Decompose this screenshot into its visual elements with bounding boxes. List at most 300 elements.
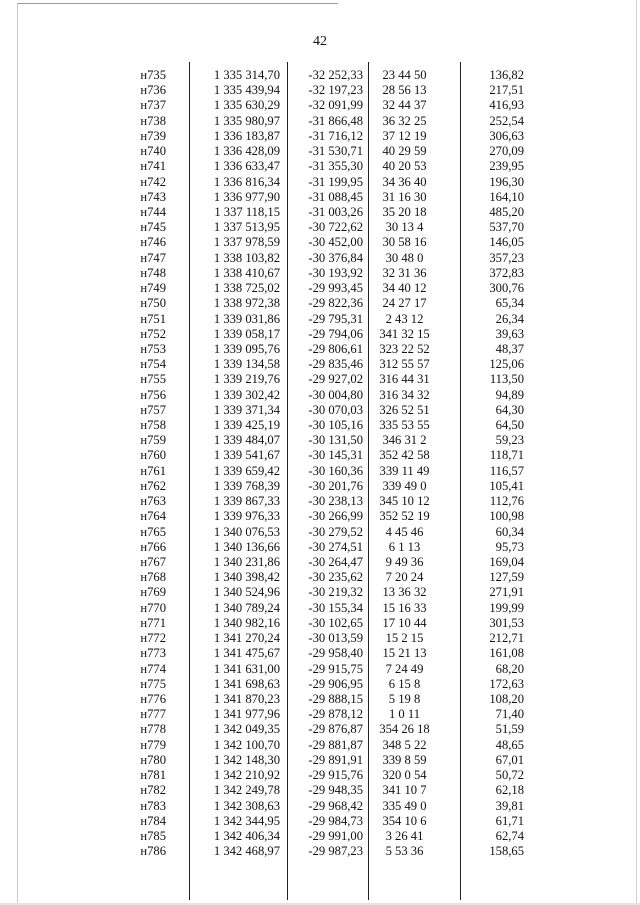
- distance-cell: 94,89: [495, 387, 524, 402]
- x-coordinate-cell: 1 342 100,70: [213, 737, 280, 752]
- page-number: 42: [313, 34, 327, 49]
- table-row: [0, 251, 640, 266]
- distance-cell: 357,23: [489, 250, 524, 265]
- distance-cell: 252,54: [489, 113, 524, 128]
- y-coordinate-cell: -29 987,23: [308, 844, 363, 859]
- y-coordinate-cell: -30 070,03: [308, 402, 363, 417]
- table-row: [0, 844, 640, 859]
- y-coordinate-cell: -30 102,65: [308, 615, 363, 630]
- y-coordinate-cell: -29 891,91: [308, 752, 363, 767]
- table-row: [0, 677, 640, 692]
- y-coordinate-cell: -30 452,00: [308, 235, 363, 250]
- point-id-cell: н754: [140, 357, 166, 372]
- table-row: [0, 799, 640, 814]
- x-coordinate-cell: 1 338 410,67: [213, 265, 280, 280]
- x-coordinate-cell: 1 338 972,38: [213, 296, 280, 311]
- direction-angle-cell: 34 36 40: [382, 174, 427, 189]
- x-coordinate-cell: 1 342 210,92: [213, 768, 280, 783]
- point-id-cell: н756: [140, 387, 166, 402]
- direction-angle-cell: 323 22 52: [379, 341, 430, 356]
- x-coordinate-cell: 1 340 789,24: [213, 600, 280, 615]
- direction-angle-cell: 339 49 0: [382, 478, 427, 493]
- distance-cell: 158,65: [489, 844, 524, 859]
- point-id-cell: н760: [140, 448, 166, 463]
- point-id-cell: н776: [140, 691, 166, 706]
- y-coordinate-cell: -32 197,23: [308, 83, 363, 98]
- x-coordinate-cell: 1 338 725,02: [213, 281, 280, 296]
- distance-cell: 64,50: [495, 418, 524, 433]
- y-coordinate-cell: -30 722,62: [308, 220, 363, 235]
- direction-angle-cell: 32 31 36: [382, 265, 427, 280]
- point-id-cell: н774: [140, 661, 166, 676]
- distance-cell: 270,09: [489, 144, 524, 159]
- direction-angle-cell: 346 31 2: [382, 433, 427, 448]
- direction-angle-cell: 348 5 22: [382, 737, 427, 752]
- point-id-cell: н777: [140, 707, 166, 722]
- x-coordinate-cell: 1 340 524,96: [213, 585, 280, 600]
- x-coordinate-cell: 1 339 541,67: [213, 448, 280, 463]
- x-coordinate-cell: 1 339 425,19: [213, 418, 280, 433]
- table-row: [0, 738, 640, 753]
- distance-cell: 300,76: [489, 281, 524, 296]
- point-id-cell: н783: [140, 798, 166, 813]
- direction-angle-cell: 345 10 12: [379, 494, 430, 509]
- distance-cell: 301,53: [489, 615, 524, 630]
- y-coordinate-cell: -30 376,84: [308, 250, 363, 265]
- table-row: [0, 494, 640, 509]
- point-id-cell: н748: [140, 265, 166, 280]
- table-row: [0, 601, 640, 616]
- distance-cell: 64,30: [495, 402, 524, 417]
- table-row: [0, 159, 640, 174]
- direction-angle-cell: 5 19 8: [388, 691, 421, 706]
- point-id-cell: н740: [140, 144, 166, 159]
- x-coordinate-cell: 1 339 134,58: [213, 357, 280, 372]
- y-coordinate-cell: -29 888,15: [308, 691, 363, 706]
- y-coordinate-cell: -30 279,52: [308, 524, 363, 539]
- point-id-cell: н759: [140, 433, 166, 448]
- direction-angle-cell: 326 52 51: [379, 402, 430, 417]
- direction-angle-cell: 15 16 33: [382, 600, 427, 615]
- point-id-cell: н780: [140, 752, 166, 767]
- distance-cell: 537,70: [489, 220, 524, 235]
- x-coordinate-cell: 1 339 302,42: [213, 387, 280, 402]
- direction-angle-cell: 31 16 30: [382, 189, 427, 204]
- distance-cell: 68,20: [495, 661, 524, 676]
- direction-angle-cell: 28 56 13: [382, 83, 427, 98]
- x-coordinate-cell: 1 339 867,33: [213, 494, 280, 509]
- y-coordinate-cell: -31 088,45: [308, 189, 363, 204]
- direction-angle-cell: 34 40 12: [382, 281, 427, 296]
- table-row: [0, 98, 640, 113]
- table-row: [0, 464, 640, 479]
- table-row: [0, 220, 640, 235]
- y-coordinate-cell: -30 013,59: [308, 631, 363, 646]
- table-row: [0, 479, 640, 494]
- point-id-cell: н765: [140, 524, 166, 539]
- direction-angle-cell: 7 24 49: [385, 661, 424, 676]
- table-row: [0, 616, 640, 631]
- distance-cell: 217,51: [489, 83, 524, 98]
- distance-cell: 212,71: [489, 631, 524, 646]
- y-coordinate-cell: -31 866,48: [308, 113, 363, 128]
- y-coordinate-cell: -30 264,47: [308, 555, 363, 569]
- x-coordinate-cell: 1 341 631,00: [213, 661, 280, 676]
- table-row: [0, 768, 640, 783]
- distance-cell: 485,20: [489, 204, 524, 219]
- point-id-cell: н738: [140, 113, 166, 128]
- point-id-cell: н747: [140, 250, 166, 265]
- x-coordinate-cell: 1 340 076,53: [213, 524, 280, 539]
- y-coordinate-cell: -30 004,80: [308, 387, 363, 402]
- y-coordinate-cell: -29 948,35: [308, 783, 363, 798]
- point-id-cell: н758: [140, 418, 166, 433]
- y-coordinate-cell: -30 274,51: [308, 539, 363, 554]
- table-row: [0, 509, 640, 524]
- distance-cell: 61,71: [495, 813, 524, 828]
- table-row: [0, 205, 640, 220]
- x-coordinate-cell: 1 342 344,95: [213, 813, 280, 828]
- direction-angle-cell: 339 8 59: [382, 752, 427, 767]
- y-coordinate-cell: -30 105,16: [308, 418, 363, 433]
- point-id-cell: н746: [140, 235, 166, 250]
- distance-cell: 169,04: [489, 555, 524, 569]
- direction-angle-cell: 352 42 58: [379, 448, 430, 463]
- x-coordinate-cell: 1 339 659,42: [213, 463, 280, 478]
- direction-angle-cell: 341 10 7: [382, 783, 427, 798]
- distance-cell: 60,34: [495, 524, 524, 539]
- direction-angle-cell: 30 48 0: [385, 250, 424, 265]
- table-row: [0, 388, 640, 403]
- x-coordinate-cell: 1 342 468,97: [213, 844, 280, 859]
- table-row: [0, 357, 640, 372]
- x-coordinate-cell: 1 341 977,96: [213, 707, 280, 722]
- distance-cell: 67,01: [495, 752, 524, 767]
- point-id-cell: н743: [140, 189, 166, 204]
- x-coordinate-cell: 1 339 484,07: [213, 433, 280, 448]
- coordinates-table: [0, 68, 640, 859]
- y-coordinate-cell: -30 193,92: [308, 265, 363, 280]
- point-id-cell: н750: [140, 296, 166, 311]
- direction-angle-cell: 6 15 8: [388, 676, 421, 691]
- x-coordinate-cell: 1 336 977,90: [213, 189, 280, 204]
- direction-angle-cell: 30 13 4: [385, 220, 424, 235]
- direction-angle-cell: 32 44 37: [382, 98, 427, 113]
- distance-cell: 105,41: [489, 478, 524, 493]
- point-id-cell: н762: [140, 478, 166, 493]
- table-row: [0, 433, 640, 448]
- direction-angle-cell: 23 44 50: [382, 68, 427, 82]
- direction-angle-cell: 3 26 41: [385, 828, 424, 843]
- scan-edge-top: [18, 3, 338, 4]
- direction-angle-cell: 316 44 31: [379, 372, 430, 387]
- table-row: [0, 585, 640, 600]
- y-coordinate-cell: -29 915,75: [308, 661, 363, 676]
- y-coordinate-cell: -29 795,31: [308, 311, 363, 326]
- table-row: [0, 662, 640, 677]
- point-id-cell: н752: [140, 326, 166, 341]
- point-id-cell: н768: [140, 570, 166, 585]
- x-coordinate-cell: 1 342 049,35: [213, 722, 280, 737]
- y-coordinate-cell: -31 199,95: [308, 174, 363, 189]
- table-row: [0, 631, 640, 646]
- direction-angle-cell: 335 49 0: [382, 798, 427, 813]
- y-coordinate-cell: -29 927,02: [308, 372, 363, 387]
- point-id-cell: н786: [140, 844, 166, 859]
- y-coordinate-cell: -31 355,30: [308, 159, 363, 174]
- direction-angle-cell: 17 10 44: [382, 615, 427, 630]
- direction-angle-cell: 40 29 59: [382, 144, 427, 159]
- distance-cell: 118,71: [489, 448, 524, 463]
- y-coordinate-cell: -29 822,36: [308, 296, 363, 311]
- point-id-cell: н767: [140, 555, 166, 569]
- y-coordinate-cell: -31 530,71: [308, 144, 363, 159]
- distance-cell: 59,23: [495, 433, 524, 448]
- direction-angle-cell: 13 36 32: [382, 585, 427, 600]
- direction-angle-cell: 320 0 54: [382, 768, 427, 783]
- y-coordinate-cell: -29 881,87: [308, 737, 363, 752]
- point-id-cell: н772: [140, 631, 166, 646]
- direction-angle-cell: 24 27 17: [382, 296, 427, 311]
- direction-angle-cell: 339 11 49: [379, 463, 430, 478]
- y-coordinate-cell: -29 984,73: [308, 813, 363, 828]
- x-coordinate-cell: 1 336 183,87: [213, 128, 280, 143]
- table-row: [0, 448, 640, 463]
- direction-angle-cell: 312 55 57: [379, 357, 430, 372]
- x-coordinate-cell: 1 337 118,15: [214, 204, 280, 219]
- table-row: [0, 296, 640, 311]
- point-id-cell: н755: [140, 372, 166, 387]
- distance-cell: 372,83: [489, 265, 524, 280]
- table-row: [0, 68, 640, 83]
- direction-angle-cell: 1 0 11: [388, 707, 421, 722]
- direction-angle-cell: 15 21 13: [382, 646, 427, 661]
- y-coordinate-cell: -29 835,46: [308, 357, 363, 372]
- x-coordinate-cell: 1 342 406,34: [213, 828, 280, 843]
- y-coordinate-cell: -32 091,99: [308, 98, 363, 113]
- distance-cell: 112,76: [489, 494, 524, 509]
- x-coordinate-cell: 1 335 630,29: [213, 98, 280, 113]
- point-id-cell: н769: [140, 585, 166, 600]
- x-coordinate-cell: 1 339 371,34: [213, 402, 280, 417]
- table-row: [0, 190, 640, 205]
- distance-cell: 199,99: [489, 600, 524, 615]
- table-row: [0, 707, 640, 722]
- distance-cell: 50,72: [495, 768, 524, 783]
- x-coordinate-cell: 1 339 219,76: [213, 372, 280, 387]
- table-row: [0, 692, 640, 707]
- distance-cell: 116,57: [489, 463, 524, 478]
- direction-angle-cell: 5 53 36: [385, 844, 424, 859]
- distance-cell: 164,10: [489, 189, 524, 204]
- y-coordinate-cell: -29 878,12: [308, 707, 363, 722]
- x-coordinate-cell: 1 341 698,63: [213, 676, 280, 691]
- point-id-cell: н742: [140, 174, 166, 189]
- x-coordinate-cell: 1 339 031,86: [213, 311, 280, 326]
- point-id-cell: н779: [140, 737, 166, 752]
- table-row: [0, 327, 640, 342]
- point-id-cell: н737: [140, 98, 166, 113]
- y-coordinate-cell: -30 201,76: [308, 478, 363, 493]
- point-id-cell: н739: [140, 128, 166, 143]
- y-coordinate-cell: -29 958,40: [308, 646, 363, 661]
- y-coordinate-cell: -29 968,42: [308, 798, 363, 813]
- distance-cell: 239,95: [489, 159, 524, 174]
- direction-angle-cell: 36 32 25: [382, 113, 427, 128]
- x-coordinate-cell: 1 337 513,95: [213, 220, 280, 235]
- x-coordinate-cell: 1 342 249,78: [213, 783, 280, 798]
- point-id-cell: н749: [140, 281, 166, 296]
- table-row: [0, 235, 640, 250]
- y-coordinate-cell: -30 145,31: [308, 448, 363, 463]
- point-id-cell: н745: [140, 220, 166, 235]
- point-id-cell: н781: [140, 768, 166, 783]
- table-row: [0, 753, 640, 768]
- direction-angle-cell: 354 26 18: [379, 722, 430, 737]
- x-coordinate-cell: 1 340 136,66: [213, 539, 280, 554]
- direction-angle-cell: 37 12 19: [382, 128, 427, 143]
- y-coordinate-cell: -30 160,36: [308, 463, 363, 478]
- direction-angle-cell: 352 52 19: [379, 509, 430, 524]
- distance-cell: 100,98: [489, 509, 524, 524]
- distance-cell: 95,73: [495, 539, 524, 554]
- distance-cell: 161,08: [489, 646, 524, 661]
- distance-cell: 416,93: [489, 98, 524, 113]
- direction-angle-cell: 4 45 46: [385, 524, 424, 539]
- distance-cell: 146,05: [489, 235, 524, 250]
- table-row: [0, 646, 640, 661]
- y-coordinate-cell: -30 238,13: [308, 494, 363, 509]
- direction-angle-cell: 354 10 6: [382, 813, 427, 828]
- table-row: [0, 266, 640, 281]
- distance-cell: 62,18: [495, 783, 524, 798]
- x-coordinate-cell: 1 342 308,63: [213, 798, 280, 813]
- direction-angle-cell: 35 20 18: [382, 204, 427, 219]
- point-id-cell: н766: [140, 539, 166, 554]
- direction-angle-cell: 7 20 24: [385, 570, 424, 585]
- distance-cell: 172,63: [489, 676, 524, 691]
- x-coordinate-cell: 1 337 978,59: [213, 235, 280, 250]
- x-coordinate-cell: 1 335 314,70: [213, 68, 280, 82]
- x-coordinate-cell: 1 341 870,23: [213, 691, 280, 706]
- point-id-cell: н778: [140, 722, 166, 737]
- x-coordinate-cell: 1 341 475,67: [213, 646, 280, 661]
- point-id-cell: н770: [140, 600, 166, 615]
- distance-cell: 62,74: [495, 828, 524, 843]
- x-coordinate-cell: 1 341 270,24: [213, 631, 280, 646]
- direction-angle-cell: 2 43 12: [385, 311, 424, 326]
- distance-cell: 108,20: [489, 691, 524, 706]
- direction-angle-cell: 40 20 53: [382, 159, 427, 174]
- direction-angle-cell: 30 58 16: [382, 235, 427, 250]
- x-coordinate-cell: 1 335 980,97: [213, 113, 280, 128]
- x-coordinate-cell: 1 342 148,30: [213, 752, 280, 767]
- table-row: [0, 722, 640, 737]
- x-coordinate-cell: 1 340 231,86: [213, 555, 280, 569]
- table-row: [0, 783, 640, 798]
- distance-cell: 271,91: [489, 585, 524, 600]
- x-coordinate-cell: 1 339 768,39: [213, 478, 280, 493]
- point-id-cell: н735: [140, 68, 166, 82]
- distance-cell: 71,40: [495, 707, 524, 722]
- distance-cell: 306,63: [489, 128, 524, 143]
- table-row: [0, 83, 640, 98]
- table-row: [0, 418, 640, 433]
- point-id-cell: н757: [140, 402, 166, 417]
- point-id-cell: н744: [140, 204, 166, 219]
- y-coordinate-cell: -29 993,45: [308, 281, 363, 296]
- direction-angle-cell: 9 49 36: [385, 555, 424, 569]
- table-row: [0, 144, 640, 159]
- y-coordinate-cell: -29 794,06: [308, 326, 363, 341]
- table-row: [0, 342, 640, 357]
- direction-angle-cell: 15 2 15: [385, 631, 424, 646]
- distance-cell: 136,82: [489, 68, 524, 82]
- y-coordinate-cell: -29 806,61: [308, 341, 363, 356]
- x-coordinate-cell: 1 339 058,17: [213, 326, 280, 341]
- x-coordinate-cell: 1 340 982,16: [213, 615, 280, 630]
- point-id-cell: н764: [140, 509, 166, 524]
- table-row: [0, 829, 640, 844]
- x-coordinate-cell: 1 340 398,42: [213, 570, 280, 585]
- y-coordinate-cell: -30 235,62: [308, 570, 363, 585]
- point-id-cell: н761: [140, 463, 166, 478]
- table-row: [0, 129, 640, 144]
- y-coordinate-cell: -30 219,32: [308, 585, 363, 600]
- table-row: [0, 175, 640, 190]
- point-id-cell: н751: [140, 311, 166, 326]
- point-id-cell: н773: [140, 646, 166, 661]
- x-coordinate-cell: 1 338 103,82: [213, 250, 280, 265]
- y-coordinate-cell: -29 876,87: [308, 722, 363, 737]
- distance-cell: 127,59: [489, 570, 524, 585]
- distance-cell: 113,50: [489, 372, 524, 387]
- point-id-cell: н753: [140, 341, 166, 356]
- distance-cell: 48,65: [495, 737, 524, 752]
- point-id-cell: н763: [140, 494, 166, 509]
- direction-angle-cell: 316 34 32: [379, 387, 430, 402]
- point-id-cell: н741: [140, 159, 166, 174]
- distance-cell: 26,34: [495, 311, 524, 326]
- y-coordinate-cell: -30 155,34: [308, 600, 363, 615]
- direction-angle-cell: 335 53 55: [379, 418, 430, 433]
- x-coordinate-cell: 1 336 428,09: [213, 144, 280, 159]
- distance-cell: 65,34: [495, 296, 524, 311]
- table-row: [0, 570, 640, 585]
- y-coordinate-cell: -32 252,33: [308, 68, 363, 82]
- x-coordinate-cell: 1 339 095,76: [213, 341, 280, 356]
- point-id-cell: н771: [140, 615, 166, 630]
- y-coordinate-cell: -29 915,76: [308, 768, 363, 783]
- y-coordinate-cell: -29 906,95: [308, 676, 363, 691]
- table-row: [0, 312, 640, 327]
- point-id-cell: н736: [140, 83, 166, 98]
- x-coordinate-cell: 1 335 439,94: [213, 83, 280, 98]
- point-id-cell: н784: [140, 813, 166, 828]
- table-row: [0, 555, 640, 570]
- distance-cell: 51,59: [495, 722, 524, 737]
- table-row: [0, 525, 640, 540]
- y-coordinate-cell: -30 131,50: [308, 433, 363, 448]
- distance-cell: 39,81: [495, 798, 524, 813]
- table-row: [0, 540, 640, 555]
- direction-angle-cell: 6 1 13: [388, 539, 421, 554]
- direction-angle-cell: 341 32 15: [379, 326, 430, 341]
- distance-cell: 48,37: [495, 341, 524, 356]
- point-id-cell: н782: [140, 783, 166, 798]
- point-id-cell: н775: [140, 676, 166, 691]
- table-row: [0, 114, 640, 129]
